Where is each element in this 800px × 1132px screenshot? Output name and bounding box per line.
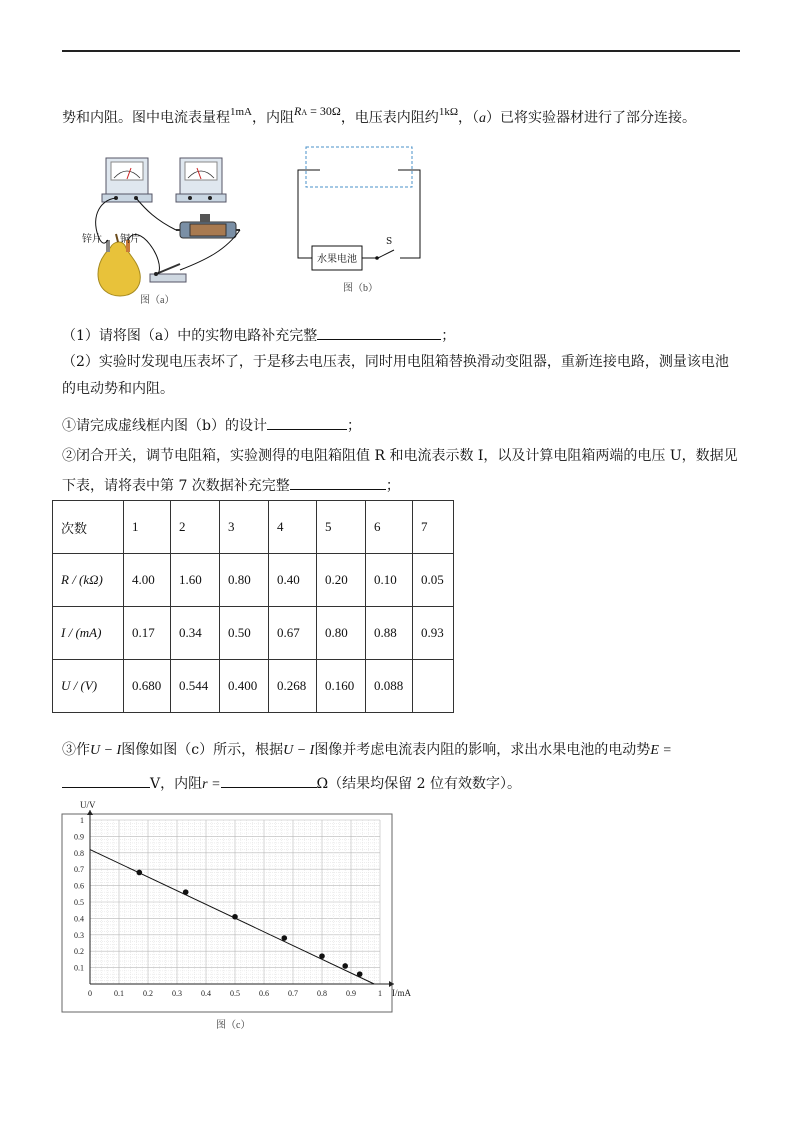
y-tick-label: 0.6	[74, 881, 84, 891]
switch-label: S	[386, 237, 393, 247]
y-tick-label: 0.1	[74, 963, 84, 973]
data-point	[232, 914, 238, 920]
answer-blank-3[interactable]	[290, 475, 386, 490]
ui-chart	[60, 796, 420, 1036]
chart-frame	[62, 814, 392, 1012]
x-tick-label: 0	[88, 989, 92, 998]
question-2-3-line2: V，内阻r = Ω（结果均保留 2 位有效数字）。	[62, 773, 521, 795]
answer-blank-2[interactable]	[267, 415, 347, 430]
data-table	[52, 500, 454, 713]
table-row: U / (V) 0.680 0.544 0.400 0.268 0.160 0.088	[53, 660, 454, 713]
figure-a-apparatus	[76, 150, 256, 310]
intro-line: 势和内阻。图中电流表量程$^{1mA}$，内阻RA = 30Ω，电压表内阻约$^{1k\Omega}$，（a）已将实验器材进行了部分连接。	[62, 104, 696, 126]
circuit-wires	[298, 170, 420, 258]
chart-ylabel: U/V	[80, 800, 96, 810]
battery-label: 水果电池	[317, 254, 357, 265]
y-tick-label: 0.5	[74, 898, 84, 907]
answer-blank-emf[interactable]	[62, 773, 150, 788]
rheostat-icon	[176, 214, 240, 238]
y-axis-arrow-icon	[87, 810, 93, 815]
question-2-line2: 的电动势和内阻。	[62, 381, 174, 397]
y-tick-label: 0.3	[74, 930, 84, 940]
table-header-row: 次数 1 2 3 4 5 6 7	[53, 501, 454, 554]
y-tick-label: 1	[80, 816, 84, 825]
x-tick-label: 0.2	[143, 989, 153, 998]
y-tick-label: 0.4	[74, 914, 84, 924]
voltmeter-icon	[176, 158, 226, 202]
data-point	[137, 870, 143, 876]
question-1: （1）请将图（a）中的实物电路补充完整 ；	[62, 325, 455, 346]
data-point	[319, 953, 325, 959]
data-point	[282, 935, 288, 941]
ammeter-icon	[102, 158, 152, 202]
data-point	[183, 889, 189, 895]
question-2-2-line1: ②闭合开关，调节电阻箱，实验测得的电阻箱阻值 R 和电流表示数 I，以及计算电阻箱两端的电压 U，数据见	[62, 448, 738, 464]
question-2-1: ①请完成虚线框内图（b）的设计 ；	[62, 415, 361, 436]
x-tick-label: 0.7	[288, 989, 298, 998]
question-2-2-line2: 下表，请将表中第 7 次数据补充完整 ；	[62, 475, 400, 496]
table-row: I / (mA) 0.17 0.34 0.50 0.67 0.80 0.88 0.93	[53, 607, 454, 660]
question-2-3-line1: ③作U − I图像如图（c）所示，根据U − I图像并考虑电流表内阻的影响，求出水果电池的电动势E =	[62, 742, 672, 758]
y-tick-label: 0.8	[74, 848, 84, 858]
figure-c-caption: 图（c）	[216, 1020, 251, 1031]
x-tick-label: 0.3	[172, 989, 182, 998]
table-row: R / (kΩ) 4.00 1.60 0.80 0.40 0.20 0.10 0.05	[53, 554, 454, 607]
x-tick-label: 0.8	[317, 989, 327, 998]
switch-icon	[150, 264, 186, 282]
dashed-box	[306, 147, 412, 187]
x-tick-label: 0.6	[259, 989, 269, 998]
label-copper: 铜片	[120, 234, 140, 245]
answer-blank-1[interactable]	[317, 325, 441, 340]
switch-contact-icon	[375, 256, 379, 260]
x-tick-label: 0.5	[230, 989, 240, 998]
figure-b-circuit	[290, 142, 430, 272]
answer-blank-resistance[interactable]	[221, 773, 317, 788]
x-tick-label: 1	[378, 989, 382, 998]
x-tick-label: 0.4	[201, 989, 211, 998]
ammeter-range: 1mA	[230, 106, 252, 118]
y-tick-label: 0.7	[74, 865, 84, 875]
x-tick-label: 0.1	[114, 989, 124, 998]
figure-b-caption: 图（b）	[343, 283, 378, 294]
chart-xlabel: I/mA	[392, 988, 411, 998]
figure-a-caption: 图（a）	[140, 295, 175, 306]
data-point	[342, 963, 348, 969]
x-tick-label: 0.9	[346, 989, 356, 998]
y-tick-label: 0.2	[74, 947, 84, 957]
question-2-line1: （2）实验时发现电压表坏了，于是移去电压表，同时用电阻箱替换滑动变阻器，重新连接电路，测量该电池	[62, 354, 729, 370]
y-tick-label: 0.9	[74, 832, 84, 842]
label-zinc: 锌片	[82, 234, 102, 245]
answer-cell-u7[interactable]	[413, 660, 454, 713]
header-rule	[62, 50, 740, 52]
voltmeter-resistance: 1kΩ	[438, 106, 458, 118]
data-point	[357, 971, 363, 977]
